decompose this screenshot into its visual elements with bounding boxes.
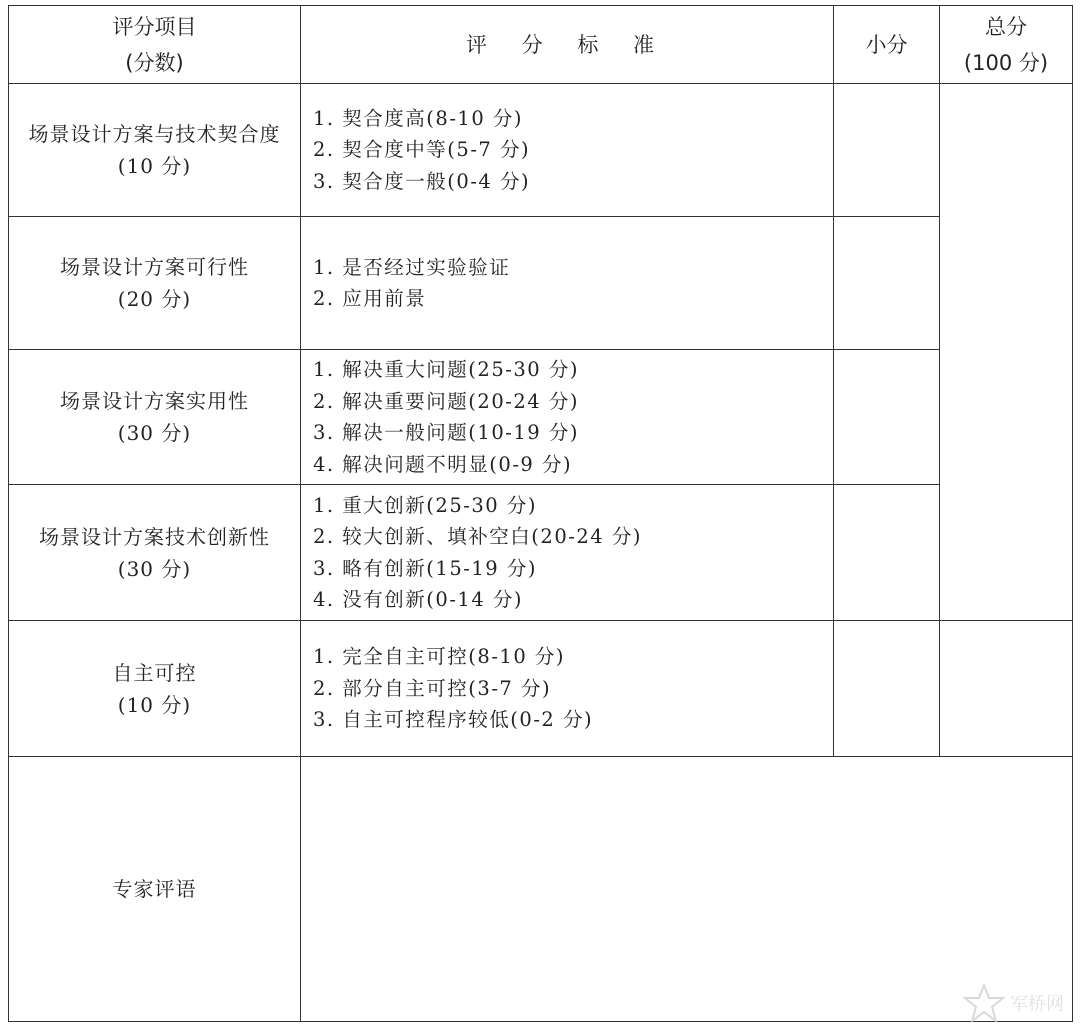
- row-criteria-cell: [301, 485, 834, 621]
- row-item-title: 场景设计方案与技术契合度: [28, 122, 281, 146]
- criteria-line: 1. 是否经过实验验证: [313, 255, 511, 279]
- subtotal-cell[interactable]: [834, 217, 940, 350]
- total-cell[interactable]: [940, 621, 1073, 757]
- expert-comment-field[interactable]: [301, 757, 1073, 1022]
- row-item-cell: [9, 350, 301, 485]
- header-subtotal-title: 小分: [865, 32, 908, 57]
- header-total-title: 总分: [985, 14, 1027, 39]
- row-item-title: 场景设计方案实用性: [60, 389, 249, 413]
- row-criteria-cell: [301, 217, 834, 350]
- table-row: [9, 217, 1073, 350]
- row-item-score: (10 分): [117, 154, 192, 178]
- row-criteria-cell: [301, 350, 834, 485]
- watermark-text: 军桥网: [1010, 994, 1064, 1015]
- criteria-line: 1. 解决重大问题(25-30 分): [313, 358, 579, 381]
- expert-comment-row: [9, 757, 1073, 1022]
- criteria-line: 3. 解决一般问题(10-19 分): [313, 421, 579, 444]
- expert-comment-label: 专家评语: [112, 877, 197, 901]
- header-criteria-cell: [301, 6, 834, 84]
- criteria-line: 2. 解决重要问题(20-24 分): [313, 389, 579, 413]
- scoring-table: [8, 5, 1073, 1022]
- row-item-cell: [9, 621, 301, 757]
- subtotal-cell[interactable]: [834, 621, 940, 757]
- row-item-score: (20 分): [117, 287, 192, 311]
- total-cell[interactable]: [940, 84, 1073, 621]
- row-item-title: 场景设计方案技术创新性: [39, 524, 270, 549]
- row-item-score: (30 分): [117, 421, 192, 445]
- subtotal-cell[interactable]: [834, 84, 940, 217]
- row-item-cell: [9, 84, 301, 217]
- header-item-cell: [9, 6, 301, 84]
- expert-comment-label-cell: [9, 757, 301, 1022]
- subtotal-cell[interactable]: [834, 350, 940, 485]
- row-criteria-cell: [301, 621, 834, 757]
- header-item-subtitle: (分数): [125, 50, 184, 75]
- header-criteria-title: 评 分 标 准: [465, 32, 669, 57]
- row-item-score: (30 分): [117, 556, 192, 581]
- criteria-line: 4. 没有创新(0-14 分): [313, 588, 524, 611]
- subtotal-cell[interactable]: [834, 485, 940, 621]
- criteria-line: 4. 解决问题不明显(0-9 分): [313, 452, 573, 476]
- criteria-line: 2. 应用前景: [313, 287, 427, 310]
- header-subtotal-cell: [834, 6, 940, 84]
- criteria-line: 3. 略有创新(15-19 分): [313, 556, 537, 580]
- star-logo-icon: [962, 983, 1006, 1023]
- criteria-line: 1. 契合度高(8-10 分): [313, 106, 524, 130]
- criteria-line: 2. 契合度中等(5-7 分): [313, 138, 531, 162]
- table-header-row: [9, 6, 1073, 84]
- header-item-title: 评分项目: [112, 14, 197, 39]
- watermark: [962, 983, 1064, 1023]
- row-item-title: 自主可控: [112, 660, 197, 685]
- table-row: [9, 485, 1073, 621]
- criteria-line: 3. 自主可控程序较低(0-2 分): [313, 708, 594, 732]
- row-item-cell: [9, 485, 301, 621]
- row-item-cell: [9, 217, 301, 350]
- row-criteria-cell: [301, 84, 834, 217]
- criteria-line: 2. 部分自主可控(3-7 分): [313, 676, 552, 700]
- row-item-title: 场景设计方案可行性: [60, 255, 249, 279]
- row-item-score: (10 分): [117, 692, 192, 717]
- criteria-line: 1. 重大创新(25-30 分): [313, 493, 537, 517]
- criteria-line: 1. 完全自主可控(8-10 分): [313, 645, 566, 669]
- table-row: [9, 350, 1073, 485]
- header-total-subtitle: (100 分): [963, 50, 1049, 75]
- header-total-cell: [940, 6, 1073, 84]
- criteria-line: 2. 较大创新、填补空白(20-24 分): [313, 525, 642, 548]
- criteria-line: 3. 契合度一般(0-4 分): [313, 169, 531, 193]
- table-row: [9, 621, 1073, 757]
- table-row: [9, 84, 1073, 217]
